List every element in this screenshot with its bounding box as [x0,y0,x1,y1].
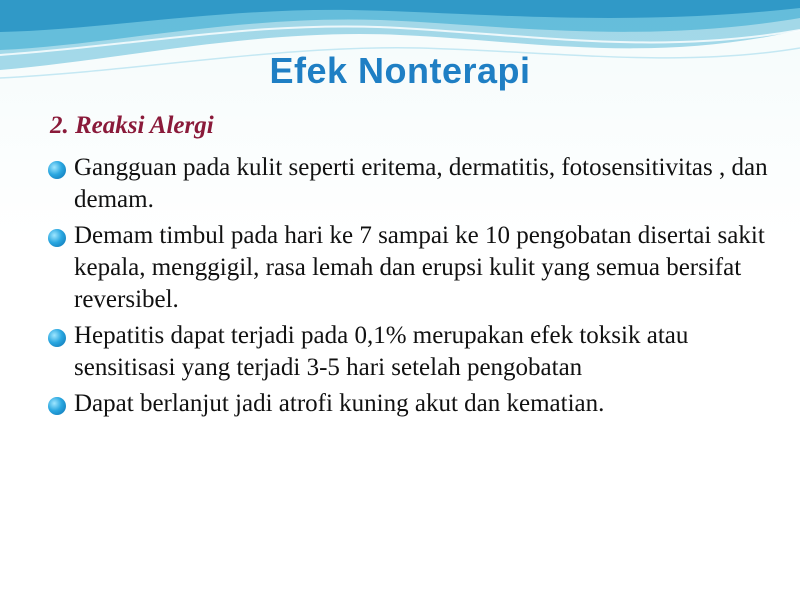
bullet-text: Hepatitis dapat terjadi pada 0,1% merupakan efek toksik atau sensitisasi yang terjadi 3-5 hari setelah pengobatan [74,322,689,381]
bullet-item [48,388,778,420]
slide-title: Efek Nonterapi [269,50,531,91]
bullet-dot-icon [48,229,66,247]
bullet-dot-icon [48,397,66,415]
bullet-item [48,320,778,384]
bullet-text: Demam timbul pada hari ke 7 sampai ke 10 pengobatan disertai sakit kepala, menggigil, rasa lemah dan erupsi kulit yang semua bersifat reversibel. [74,222,765,313]
bullet-dot-icon [48,329,66,347]
bullet-text: Dapat berlanjut jadi atrofi kuning akut dan kematian. [74,390,605,417]
bullet-item [48,152,778,216]
bullet-list [48,152,778,424]
bullet-text: Gangguan pada kulit seperti eritema, dermatitis, fotosensitivitas , dan demam. [74,154,768,213]
bullet-item [48,220,778,316]
bullet-dot-icon [48,161,66,179]
section-subtitle: 2. Reaksi Alergi [50,112,214,139]
